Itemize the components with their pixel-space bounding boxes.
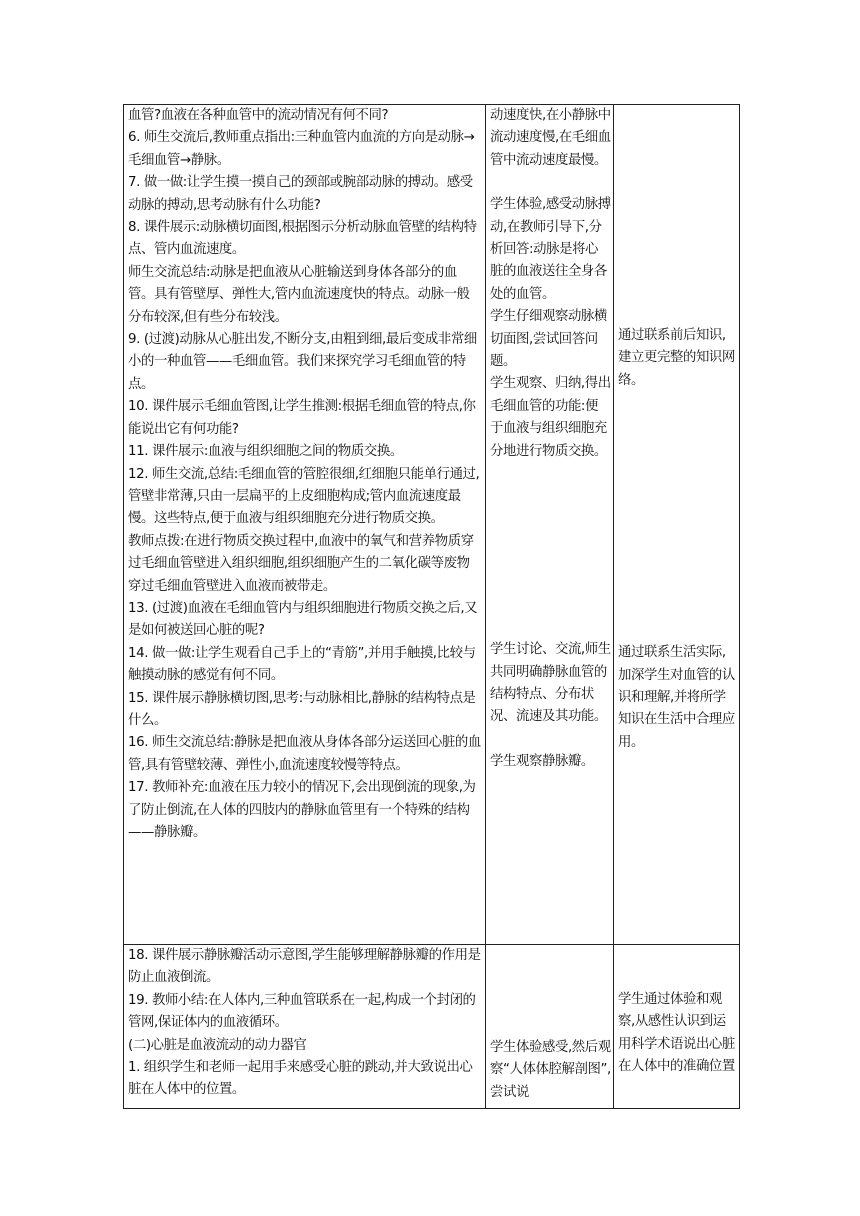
teacher-paragraph: 教师点拨:在进行物质交换过程中,血液中的氧气和营养物质穿过毛细血管壁进入组织细胞,组织细胞产生的二氧化碳等废物穿过毛细血管壁进入血液而被带走。 [128, 533, 474, 594]
teacher-paragraph: 1. 组织学生和老师一起用手来感受心脏的跳动,并大致说出心脏在人体中的位置。 [128, 1060, 473, 1098]
student-paragraph: 学生仔细观察动脉横切面图,尝试回答问题。 [490, 309, 607, 370]
intent-paragraph: 通过联系前后知识,建立更完整的知识网络。 [618, 328, 735, 388]
student-activity-cell [486, 945, 614, 1109]
lesson-plan-table-page [123, 104, 739, 1109]
student-paragraph: 学生观察、归纳,得出毛细血管的功能:便于血液与组织细胞充分地进行物质交换。 [490, 376, 611, 459]
design-intent-cell [614, 105, 740, 945]
student-activity-cell [486, 105, 614, 945]
table-row [124, 105, 740, 945]
student-paragraph: 学生讨论、交流,师生共同明确静脉血管的结构特点、分布状况、流速及其功能。 [490, 642, 611, 725]
student-paragraph: 动速度快,在小静脉中流动速度慢,在毛细血管中流动速度最慢。 [490, 108, 611, 168]
teacher-paragraph: 血管?血液在各种血管中的流动情况有何不同? [128, 108, 389, 123]
teacher-paragraph: 6. 师生交流后,教师重点指出:三种血管内血流的方向是动脉→毛细血管→静脉。 [128, 130, 475, 168]
teacher-paragraph: 9. (过渡)动脉从心脏出发,不断分支,由粗到细,最后变成非常细小的一种血管——毛细血管。我们来探究学习毛细血管的特点。 [128, 332, 477, 392]
table-row [124, 945, 740, 1109]
teacher-paragraph: 7. 做一做:让学生摸一摸自己的颈部或腕部动脉的搏动。感受动脉的搏动,思考动脉有什么功能? [128, 175, 473, 213]
intent-paragraph: 学生通过体验和观察,从感性认识到运用科学术语说出心脏在人体中的准确位置 [618, 992, 735, 1075]
teacher-paragraph: 16. 师生交流总结:静脉是把血液从身体各部分运送回心脏的血管,具有管壁较薄、弹性小,血流速度较慢等特点。 [128, 735, 481, 773]
teacher-paragraph: 17. 教师补充:血液在压力较小的情况下,会出现倒流的现象,为了防止倒流,在人体的四肢内的静脉血管里有一个特殊的结构——静脉瓣。 [128, 780, 476, 840]
teacher-paragraph: 14. 做一做:让学生观看自己手上的“青筋”,并用手触摸,比较与触摸动脉的感觉有何不同。 [128, 645, 476, 684]
teacher-paragraph: 19. 教师小结:在人体内,三种血管联系在一起,构成一个封闭的管网,保证体内的血液循环。 [128, 992, 476, 1031]
teacher-activity-cell [124, 105, 486, 945]
teacher-paragraph: 13. (过渡)血液在毛细血管内与组织细胞进行物质交换之后,又是如何被送回心脏的呢? [128, 600, 478, 639]
teacher-activity-cell [124, 945, 486, 1109]
teacher-paragraph: 师生交流总结:动脉是把血液从心脏输送到身体各部分的血管。具有管壁厚、弹性大,管内血流速度快的特点。动脉一般分布较深,但有些分布较浅。 [128, 264, 470, 325]
teacher-paragraph: 10. 课件展示毛细血管图,让学生推测:根据毛细血管的特点,你能说出它有何功能? [128, 399, 476, 437]
teacher-paragraph: 8. 课件展示:动脉横切面图,根据图示分析动脉血管壁的结构特点、管内血流速度。 [128, 220, 477, 258]
student-paragraph: 学生体验感受,然后观察“人体体腔解剖图”,尝试说 [490, 1040, 611, 1100]
student-paragraph: 学生观察静脉瓣。 [490, 753, 594, 769]
teacher-paragraph: 15. 课件展示静脉横切图,思考:与动脉相比,静脉的结构特点是什么。 [128, 690, 476, 728]
teacher-paragraph: (二)心脏是血液流动的动力器官 [128, 1037, 307, 1053]
intent-paragraph: 通过联系生活实际,加深学生对血管的认识和理解,并将所学知识在生活中合理应用。 [618, 645, 735, 750]
teacher-paragraph: 12. 师生交流,总结:毛细血管的管腔很细,红细胞只能单行通过,管壁非常薄,只由一层扁平的上皮细胞构成;管内血流速度最慢。这些特点,便于血液与组织细胞充分进行物质交换。 [128, 466, 480, 527]
lesson-plan-table [123, 104, 740, 1109]
teacher-paragraph: 11. 课件展示:血液与组织细胞之间的物质交换。 [128, 444, 403, 460]
student-paragraph: 学生体验,感受动脉搏动,在教师引导下,分析回答:动脉是将心脏的血液送往全身各处的血管。 [490, 197, 611, 302]
teacher-paragraph: 18. 课件展示静脉瓣活动示意图,学生能够理解静脉瓣的作用是防止血液倒流。 [128, 948, 481, 986]
design-intent-cell [614, 945, 740, 1109]
